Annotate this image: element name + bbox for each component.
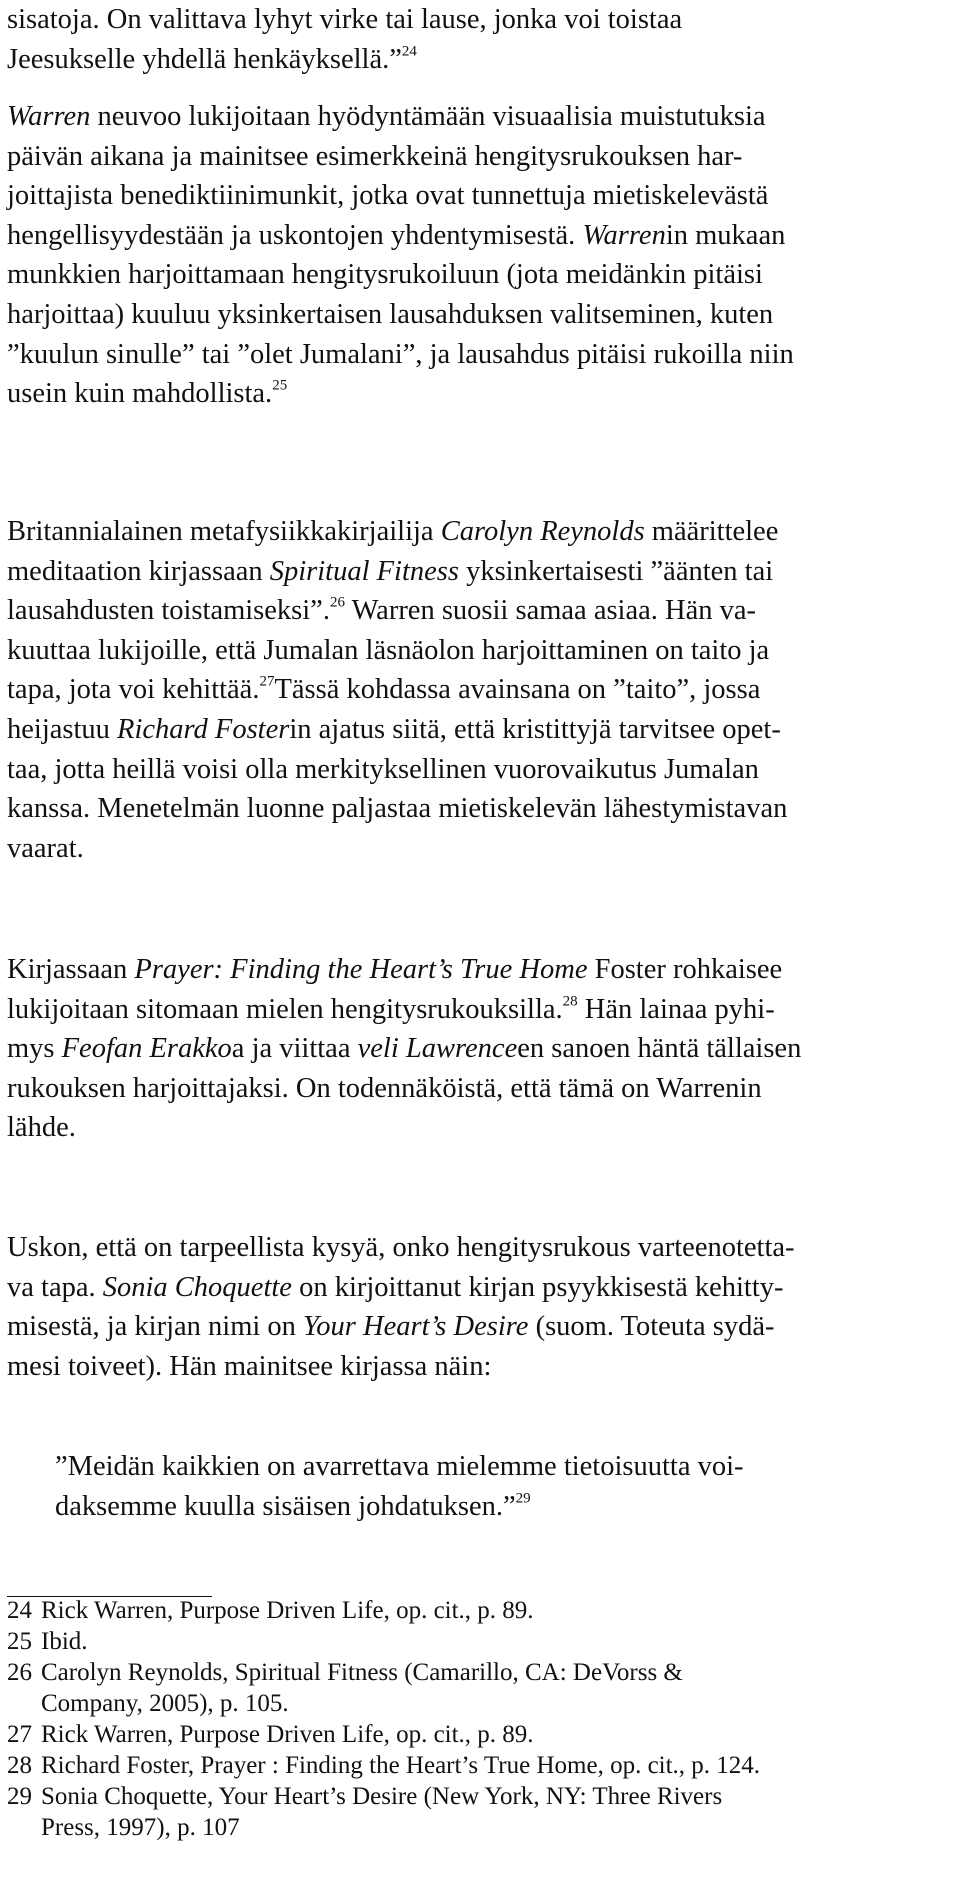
text-line: lukijoitaan sitomaan mielen hengitysrukouksilla.$^{28}$ Hän lainaa pyhi- bbox=[7, 992, 775, 1025]
footnote-text: Rick Warren, Purpose Driven Life, op. cit., p. 89. bbox=[41, 1721, 534, 1748]
text-line: Uskon, että on tarpeellista kysyä, onko hengitysrukous varteenotetta- bbox=[7, 1232, 795, 1263]
footnote-26 bbox=[7, 1657, 683, 1719]
text-line: ”Meidän kaikkien on avarrettava mielemme tietoisuutta voi- bbox=[55, 1451, 744, 1482]
footnote-28 bbox=[7, 1750, 760, 1781]
author-name: Sonia Choquette bbox=[102, 1271, 292, 1303]
book-title: Spiritual Fitness bbox=[269, 555, 459, 587]
paragraph-2 bbox=[7, 97, 794, 414]
book-title: Prayer: Finding the Heart’s True Home bbox=[134, 954, 588, 985]
text-line: Britannialainen metafysiikkakirjailija Carolyn Reynolds määrittelee bbox=[7, 516, 779, 547]
text-line: kuuttaa lukijoille, että Jumalan läsnäolon harjoittaminen on taito ja bbox=[7, 634, 770, 666]
footnote-ref-28[interactable]: 28 bbox=[562, 992, 578, 1009]
person-name: Feofan Erakko bbox=[61, 1033, 232, 1065]
text-line: ”kuulun sinulle” tai ”olet Jumalani”, ja lausahdus pitäisi rukoilla niin bbox=[7, 338, 794, 370]
text-line: sisatoja. On valittava lyhyt virke tai lause, jonka voi toistaa bbox=[7, 4, 683, 35]
footnote-24 bbox=[7, 1595, 534, 1626]
text-line: misestä, ja kirjan nimi on Your Heart’s Desire (suom. Toteuta sydä- bbox=[7, 1311, 775, 1343]
footnote-ref-24[interactable]: 24 bbox=[401, 42, 417, 59]
paragraph-3 bbox=[7, 512, 787, 868]
text-line: Kirjassaan Prayer: Finding the Heart’s True Home Foster rohkaisee bbox=[7, 954, 783, 985]
footnote-number: 25 bbox=[7, 1628, 32, 1655]
text-line: lausahdusten toistamiseksi”.$^{26}$ Warren suosii samaa asiaa. Hän va- bbox=[7, 594, 757, 627]
footnote-ref-27[interactable]: 27 bbox=[259, 673, 275, 690]
text-line: päivän aikana ja mainitsee esimerkkeinä hengitysrukouksen har- bbox=[7, 140, 743, 172]
footnote-ref-29[interactable]: 29 bbox=[515, 1489, 531, 1506]
footnote-number: 24 bbox=[7, 1597, 32, 1624]
text-line: Warren neuvoo lukijoitaan hyödyntämään visuaalisia muistutuksia bbox=[7, 101, 766, 132]
author-name: Warren bbox=[582, 219, 666, 251]
footnote-text: Carolyn Reynolds, Spiritual Fitness (Camarillo, CA: DeVorss & bbox=[41, 1659, 683, 1686]
text-line: hengellisyydestään ja uskontojen yhdentymisestä. Warrenin mukaan bbox=[7, 219, 786, 251]
text-line: usein kuin mahdollista.$^{25}$ bbox=[7, 377, 288, 410]
footnote-27 bbox=[7, 1719, 534, 1750]
book-title: Your Heart’s Desire bbox=[303, 1311, 529, 1343]
footnote-number: 29 bbox=[7, 1783, 32, 1810]
paragraph-4 bbox=[7, 950, 801, 1148]
footnote-ref-25[interactable]: 25 bbox=[272, 377, 288, 394]
text-line: mesi toiveet). Hän mainitsee kirjassa näin: bbox=[7, 1350, 492, 1382]
text-line: taa, jotta heillä voisi olla merkityksellinen vuorovaikutus Jumalan bbox=[7, 753, 759, 785]
author-name: Carolyn Reynolds bbox=[440, 516, 645, 547]
footnote-text: Sonia Choquette, Your Heart’s Desire (New York, NY: Three Rivers bbox=[41, 1783, 723, 1810]
text-line: meditaation kirjassaan Spiritual Fitness yksinkertaisesti ”äänten tai bbox=[7, 555, 774, 587]
paragraph-5 bbox=[7, 1228, 795, 1386]
footnote-text-continued: Company, 2005), p. 105. bbox=[41, 1690, 289, 1717]
text-line: kanssa. Menetelmän luonne paljastaa mietiskelevän lähestymistavan bbox=[7, 793, 788, 825]
footnote-number: 26 bbox=[7, 1659, 32, 1686]
footnote-number: 28 bbox=[7, 1752, 32, 1779]
footnote-text: Ibid. bbox=[41, 1628, 88, 1655]
footnote-29 bbox=[7, 1781, 722, 1843]
text-line: joittajista benediktiinimunkit, jotka ovat tunnettuja mietiskelevästä bbox=[7, 180, 769, 212]
author-name: Richard Foster bbox=[117, 713, 290, 745]
person-name: veli Lawrence bbox=[357, 1033, 518, 1065]
text-line: daksemme kuulla sisäisen johdatuksen.”$^{29}$ bbox=[55, 1489, 531, 1522]
text-line: heijastuu Richard Fosterin ajatus siitä, että kristittyjä tarvitsee opet- bbox=[7, 713, 781, 745]
text-line: rukouksen harjoittajaksi. On todennäköistä, että tämä on Warrenin bbox=[7, 1072, 762, 1104]
footnote-25 bbox=[7, 1626, 88, 1657]
footnote-number: 27 bbox=[7, 1721, 32, 1748]
block-quote bbox=[55, 1447, 744, 1526]
text-line: va tapa. Sonia Choquette on kirjoittanut kirjan psyykkisestä kehitty- bbox=[7, 1271, 784, 1303]
text-line: vaarat. bbox=[7, 832, 84, 864]
author-name: Warren bbox=[7, 101, 91, 132]
footnote-text: Richard Foster, Prayer : Finding the Heart’s True Home, op. cit., p. 124. bbox=[41, 1752, 761, 1779]
text-line: Jeesukselle yhdellä henkäyksellä.”$^{24}$ bbox=[7, 42, 417, 75]
text-line: tapa, jota voi kehittää.$^{27}$Tässä kohdassa avainsana on ”taito”, jossa bbox=[7, 673, 761, 706]
text-line: lähde. bbox=[7, 1112, 76, 1144]
footnote-text: Rick Warren, Purpose Driven Life, op. cit., p. 89. bbox=[41, 1597, 534, 1624]
footnote-ref-26[interactable]: 26 bbox=[329, 594, 345, 611]
paragraph-1 bbox=[7, 0, 682, 79]
text-line: harjoittaa) kuuluu yksinkertaisen lausahduksen valitseminen, kuten bbox=[7, 298, 774, 330]
text-line: munkkien harjoittamaan hengitysrukoiluun (jota meidänkin pitäisi bbox=[7, 259, 763, 291]
footnote-text-continued: Press, 1997), p. 107 bbox=[41, 1814, 240, 1841]
text-line: mys Feofan Erakkoa ja viittaa veli Lawrenceen sanoen häntä tällaisen bbox=[7, 1033, 802, 1065]
